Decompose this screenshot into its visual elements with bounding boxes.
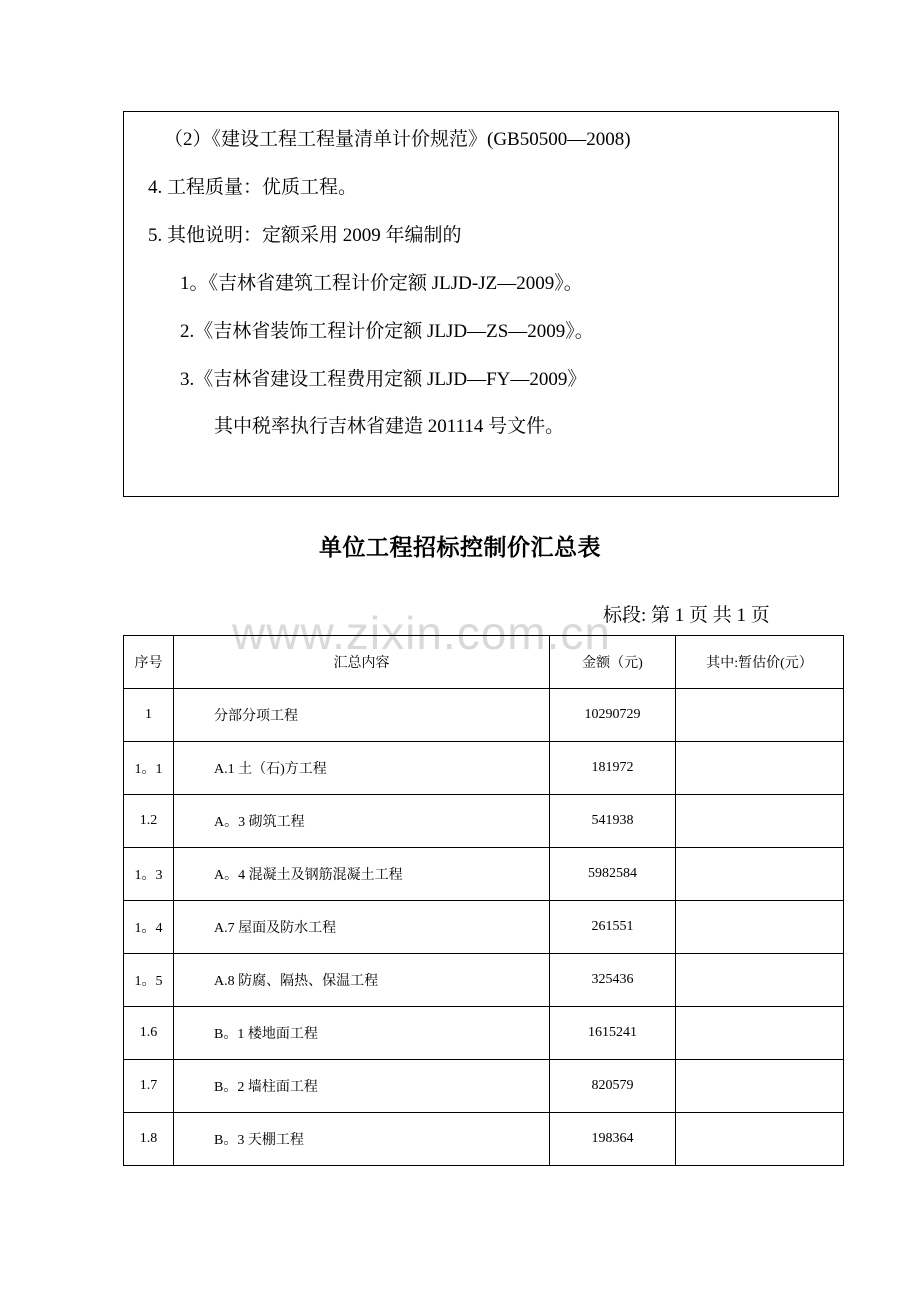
row-provisional (676, 1007, 844, 1060)
row-provisional (676, 1113, 844, 1166)
header-no: 序号 (124, 636, 174, 689)
row-no: 1.8 (124, 1113, 174, 1166)
row-provisional (676, 795, 844, 848)
row-no: 1.2 (124, 795, 174, 848)
page-info: 标段: 第 1 页 共 1 页 (603, 605, 770, 626)
row-amount: 261551 (550, 901, 676, 954)
notes-box (123, 111, 839, 497)
table-row (124, 1007, 844, 1060)
row-provisional (676, 848, 844, 901)
row-provisional (676, 901, 844, 954)
row-no: 1.7 (124, 1060, 174, 1113)
row-amount: 181972 (550, 742, 676, 795)
row-amount: 325436 (550, 954, 676, 1007)
row-name: B。3 天棚工程 (174, 1113, 550, 1166)
row-provisional (676, 689, 844, 742)
table-row (124, 1060, 844, 1113)
note-line-6: 3.《吉林省建设工程费用定额 JLJD—FY—2009》 (180, 369, 587, 390)
page-title: 单位工程招标控制价汇总表 (319, 535, 601, 561)
row-name: A.7 屋面及防水工程 (174, 901, 550, 954)
note-line-3: 5. 其他说明：定额采用 2009 年编制的 (148, 225, 462, 246)
row-name: B。1 楼地面工程 (174, 1007, 550, 1060)
row-provisional (676, 742, 844, 795)
row-name: A.8 防腐、隔热、保温工程 (174, 954, 550, 1007)
row-provisional (676, 954, 844, 1007)
row-no: 1。1 (124, 742, 174, 795)
row-no: 1.6 (124, 1007, 174, 1060)
row-name: A。4 混凝土及钢筋混凝土工程 (174, 848, 550, 901)
note-line-5: 2.《吉林省装饰工程计价定额 JLJD—ZS—2009》。 (180, 321, 594, 342)
table-row (124, 901, 844, 954)
note-line-1: （2）《建设工程工程量清单计价规范》(GB50500—2008) (164, 129, 631, 150)
row-name: 分部分项工程 (174, 689, 550, 742)
table-row (124, 742, 844, 795)
note-line-2: 4. 工程质量：优质工程。 (148, 177, 358, 198)
row-amount: 5982584 (550, 848, 676, 901)
row-amount: 1615241 (550, 1007, 676, 1060)
summary-table (123, 635, 844, 1166)
table-row (124, 689, 844, 742)
row-no: 1。3 (124, 848, 174, 901)
row-name: B。2 墙柱面工程 (174, 1060, 550, 1113)
row-name: A。3 砌筑工程 (174, 795, 550, 848)
header-content: 汇总内容 (174, 636, 550, 689)
row-amount: 10290729 (550, 689, 676, 742)
row-no: 1。5 (124, 954, 174, 1007)
row-provisional (676, 1060, 844, 1113)
table-row (124, 954, 844, 1007)
row-no: 1 (124, 689, 174, 742)
header-amount: 金额（元) (550, 636, 676, 689)
table-row (124, 848, 844, 901)
header-provisional: 其中:暂估价(元） (676, 636, 844, 689)
note-line-7: 其中税率执行吉林省建造 201114 号文件。 (214, 416, 565, 437)
table-row (124, 795, 844, 848)
row-amount: 541938 (550, 795, 676, 848)
watermark: www.zixin.com.cn (232, 607, 611, 659)
row-amount: 198364 (550, 1113, 676, 1166)
note-line-4: 1。《吉林省建筑工程计价定额 JLJD-JZ—2009》。 (180, 273, 583, 294)
row-amount: 820579 (550, 1060, 676, 1113)
row-name: A.1 土（石)方工程 (174, 742, 550, 795)
table-row (124, 1113, 844, 1166)
row-no: 1。4 (124, 901, 174, 954)
table-header-row (124, 636, 844, 689)
